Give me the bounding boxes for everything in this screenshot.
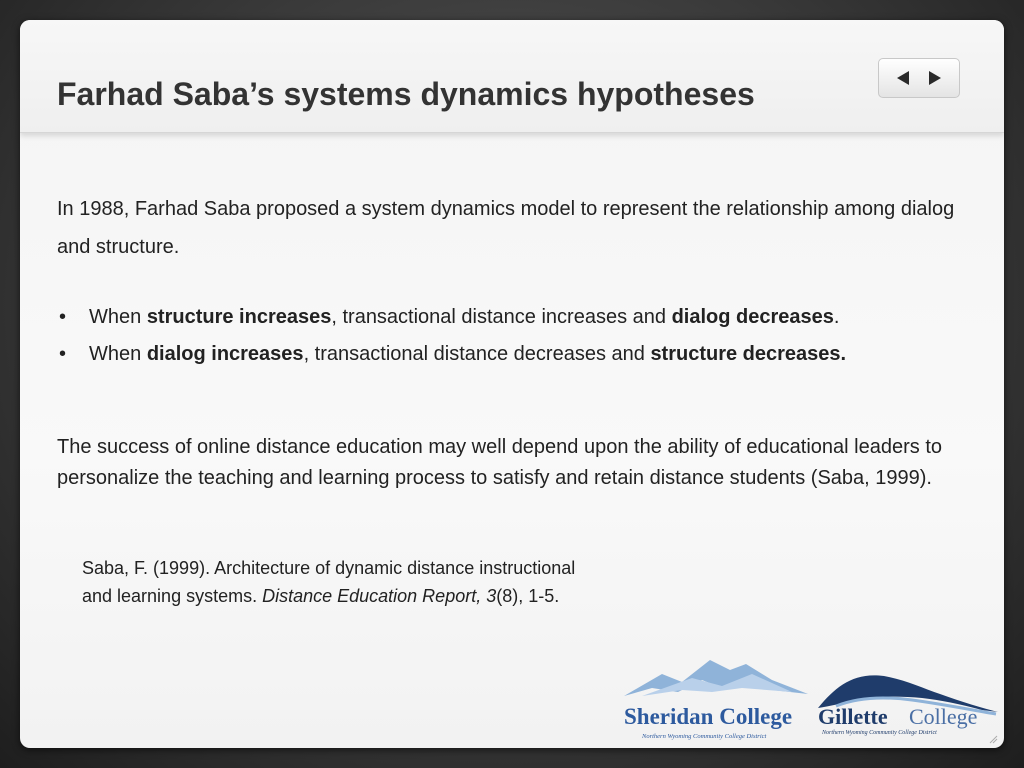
citation-line: and learning systems. [82, 586, 263, 606]
triangle-right-icon [927, 70, 943, 86]
sheridan-college-name: Sheridan College [624, 704, 793, 729]
bullet-text: When [89, 306, 147, 328]
slide-title: Farhad Saba’s systems dynamics hypotheses [57, 76, 755, 112]
slide-header [20, 20, 1004, 133]
bullet-emphasis: dialog increases [146, 343, 304, 365]
list-item [57, 299, 977, 336]
slide-nav [878, 58, 960, 98]
intro-paragraph: In 1988, Farhad Saba proposed a system dynamics model to represent the relationship among dialog and structure. [57, 198, 955, 258]
bullet-emphasis: structure increases [146, 306, 332, 328]
gillette-name-a: Gillette [818, 704, 888, 729]
sheridan-tagline: Northern Wyoming Community College District [642, 733, 767, 740]
bullet-emphasis: structure decreases. [650, 343, 847, 365]
citation [82, 554, 702, 610]
next-slide-button[interactable] [926, 69, 944, 87]
sheridan-mountains-icon [624, 660, 808, 696]
citation-line: Saba, F. (1999). Architecture of dynamic distance instructional [82, 558, 576, 578]
gillette-tagline: Northern Wyoming Community College District [822, 730, 937, 736]
slide [20, 20, 1004, 748]
bullet-marker: • [59, 306, 67, 328]
college-logos [622, 652, 1002, 744]
bullet-text: . [833, 306, 840, 328]
citation-line: (8), 1-5. [496, 586, 560, 606]
success-paragraph: The success of online distance education may well depend upon the ability of educational leaders to personalize the teaching and learning process to satisfy and retain distance students (Saba, 1999). [57, 436, 943, 489]
bullet-text: , transactional distance decreases and [303, 343, 651, 365]
prev-slide-button[interactable] [894, 69, 912, 87]
list-item [57, 336, 977, 373]
hypotheses-list [57, 299, 977, 373]
bullet-text: When [89, 343, 147, 365]
bullet-marker: • [59, 343, 67, 365]
citation-journal: Distance Education Report, 3 [262, 586, 497, 606]
resize-grip-icon [988, 734, 998, 744]
bullet-text: , transactional distance increases and [331, 306, 672, 328]
bullet-emphasis: dialog decreases [671, 306, 834, 328]
gillette-name-b: College [909, 704, 978, 729]
triangle-left-icon [895, 70, 911, 86]
